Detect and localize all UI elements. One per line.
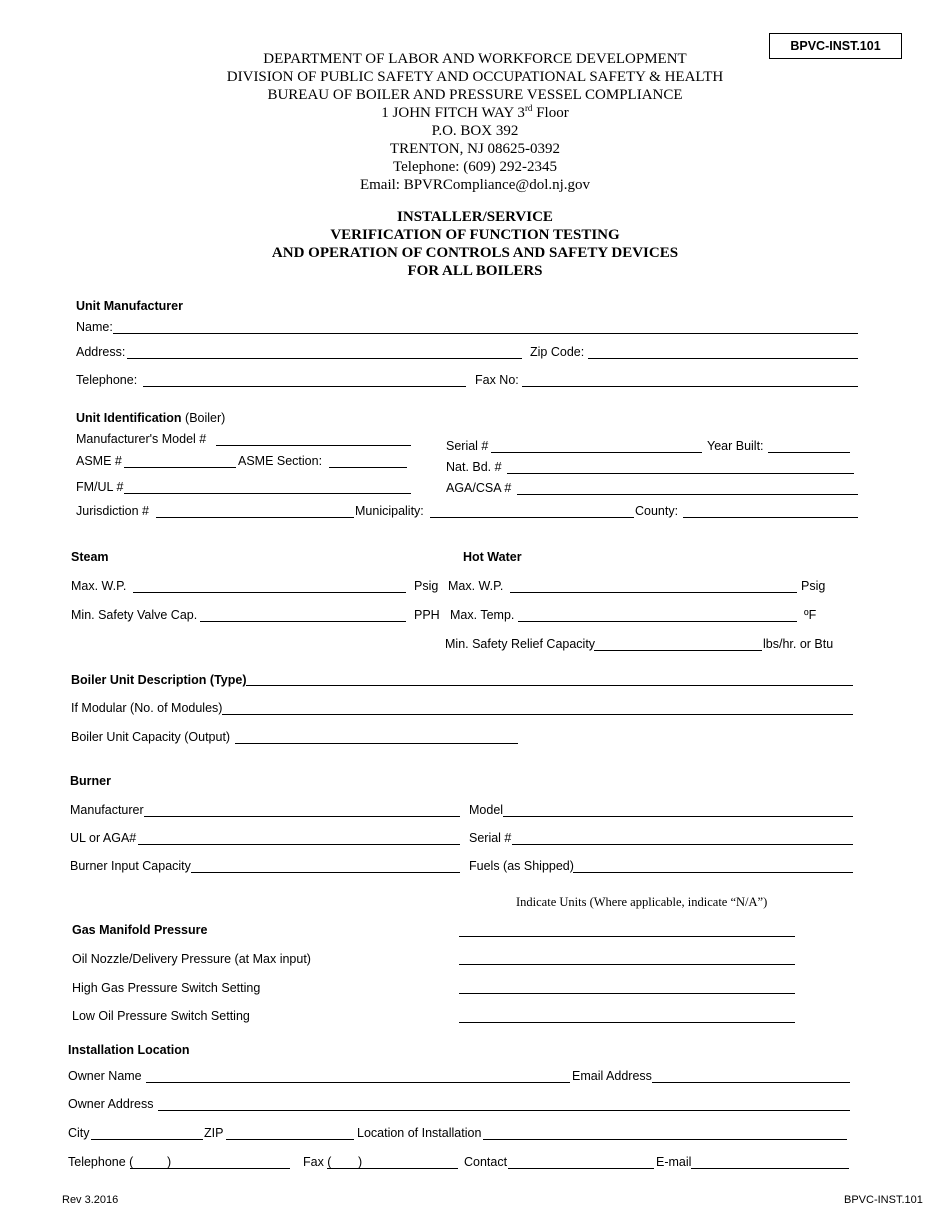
telephone-paren-close: ) (167, 1155, 172, 1169)
min-safety-relief-capacity-unit: lbs/hr. or Btu (763, 637, 834, 651)
min-safety-relief-capacity-label: Min. Safety Relief Capacity (445, 637, 596, 651)
contact-field[interactable] (508, 1168, 654, 1169)
high-gas-pressure-switch-field[interactable] (459, 993, 795, 994)
municipality-field[interactable] (430, 517, 634, 518)
high-gas-pressure-switch-label: High Gas Pressure Switch Setting (72, 981, 261, 995)
min-safety-relief-capacity-field[interactable] (594, 650, 762, 651)
min-safety-valve-cap-label: Min. Safety Valve Cap. (71, 608, 198, 622)
burner-model-field[interactable] (503, 816, 853, 817)
hot-water-heading: Hot Water (463, 550, 522, 564)
fm-ul-label: FM/UL # (76, 480, 124, 494)
location-of-installation-label: Location of Installation (357, 1126, 482, 1140)
owner-name-label: Owner Name (68, 1069, 142, 1083)
boiler-capacity-field[interactable] (235, 743, 518, 744)
unit-manufacturer-heading: Unit Manufacturer (76, 299, 183, 313)
model-number-label: Manufacturer's Model # (76, 432, 207, 446)
header-telephone: Telephone: (609) 292-2345 (393, 159, 557, 175)
zip-label: ZIP (204, 1126, 224, 1140)
city-field[interactable] (91, 1139, 203, 1140)
header-division: DIVISION OF PUBLIC SAFETY AND OCCUPATIONAL SAFETY & HEALTH (226, 69, 724, 85)
location-of-installation-field[interactable] (483, 1139, 847, 1140)
jurisdiction-label: Jurisdiction # (76, 504, 149, 518)
year-built-label: Year Built: (707, 439, 764, 453)
fax-field[interactable] (327, 1168, 458, 1169)
manufacturer-address-label: Address: (76, 345, 126, 359)
county-label: County: (635, 504, 679, 518)
asme-section-label: ASME Section: (238, 454, 323, 468)
burner-ul-aga-field[interactable] (138, 844, 460, 845)
owner-address-field[interactable] (158, 1110, 850, 1111)
aga-csa-label: AGA/CSA # (446, 481, 512, 495)
manufacturer-name-field[interactable] (113, 333, 858, 334)
manufacturer-name-label: Name: (76, 320, 113, 334)
form-title-line3: AND OPERATION OF CONTROLS AND SAFETY DEVICES (271, 245, 679, 261)
manufacturer-telephone-field[interactable] (143, 386, 466, 387)
boiler-capacity-label: Boiler Unit Capacity (Output) (71, 730, 231, 744)
burner-serial-label: Serial # (469, 831, 512, 845)
unit-identification-heading: Unit Identification (Boiler) (76, 411, 226, 425)
indicate-units-note: Indicate Units (Where applicable, indicate “N/A”) (516, 895, 768, 909)
low-oil-pressure-switch-field[interactable] (459, 1022, 795, 1023)
owner-address-label: Owner Address (68, 1097, 154, 1111)
email-label: E-mail (656, 1155, 692, 1169)
manufacturer-zip-field[interactable] (588, 358, 858, 359)
telephone-field[interactable] (130, 1168, 290, 1169)
oil-nozzle-pressure-field[interactable] (459, 964, 795, 965)
hot-water-max-wp-unit: Psig (801, 579, 826, 593)
form-title-line4: FOR ALL BOILERS (407, 263, 543, 279)
manufacturer-address-field[interactable] (127, 358, 522, 359)
owner-email-label: Email Address (572, 1069, 652, 1083)
header-city: TRENTON, NJ 08625-0392 (389, 141, 561, 157)
boiler-unit-description-label: Boiler Unit Description (Type) (71, 673, 247, 687)
hot-water-max-wp-label: Max. W.P. (448, 579, 504, 593)
jurisdiction-field[interactable] (156, 517, 354, 518)
steam-heading: Steam (71, 550, 109, 564)
min-safety-valve-cap-unit: PPH (414, 608, 440, 622)
max-temp-field[interactable] (518, 621, 797, 622)
boiler-unit-description-field[interactable] (246, 685, 853, 686)
steam-max-wp-label: Max. W.P. (71, 579, 127, 593)
burner-input-capacity-label: Burner Input Capacity (70, 859, 191, 873)
contact-label: Contact (464, 1155, 508, 1169)
form-id-box: BPVC-INST.101 (769, 33, 902, 59)
email-field[interactable] (691, 1168, 849, 1169)
county-field[interactable] (683, 517, 858, 518)
form-title-line1: INSTALLER/SERVICE (397, 209, 553, 225)
fuels-shipped-field[interactable] (573, 872, 853, 873)
owner-name-field[interactable] (146, 1082, 570, 1083)
burner-serial-field[interactable] (512, 844, 853, 845)
fax-label: Fax ( (303, 1155, 332, 1169)
installation-location-heading: Installation Location (68, 1043, 190, 1057)
city-label: City (68, 1126, 90, 1140)
steam-max-wp-field[interactable] (133, 592, 406, 593)
low-oil-pressure-switch-label: Low Oil Pressure Switch Setting (72, 1009, 250, 1023)
manufacturer-telephone-label: Telephone: (76, 373, 138, 387)
zip-field[interactable] (226, 1139, 354, 1140)
burner-manufacturer-label: Manufacturer (70, 803, 144, 817)
gas-manifold-pressure-label: Gas Manifold Pressure (72, 923, 208, 937)
modular-count-label: If Modular (No. of Modules) (71, 701, 223, 715)
manufacturer-fax-label: Fax No: (475, 373, 519, 387)
asme-number-label: ASME # (76, 454, 122, 468)
burner-manufacturer-field[interactable] (144, 816, 460, 817)
asme-section-field[interactable] (329, 467, 407, 468)
manufacturer-fax-field[interactable] (522, 386, 858, 387)
burner-ul-aga-label: UL or AGA# (70, 831, 137, 845)
hot-water-max-wp-field[interactable] (510, 592, 797, 593)
aga-csa-field[interactable] (517, 494, 858, 495)
manufacturer-zip-label: Zip Code: (530, 345, 585, 359)
asme-number-field[interactable] (124, 467, 236, 468)
header-department: DEPARTMENT OF LABOR AND WORKFORCE DEVELOPMENT (263, 51, 687, 67)
burner-input-capacity-field[interactable] (191, 872, 460, 873)
revision-label: Rev 3.2016 (62, 1194, 119, 1206)
max-temp-unit: ºF (804, 608, 817, 622)
telephone-label: Telephone ( (68, 1155, 134, 1169)
serial-number-label: Serial # (446, 439, 489, 453)
header-bureau: BUREAU OF BOILER AND PRESSURE VESSEL COMPLIANCE (267, 87, 683, 103)
model-number-field[interactable] (216, 445, 411, 446)
municipality-label: Municipality: (355, 504, 424, 518)
steam-max-wp-unit: Psig (414, 579, 439, 593)
national-board-field[interactable] (507, 473, 854, 474)
fuels-shipped-label: Fuels (as Shipped) (469, 859, 574, 873)
form-title-line2: VERIFICATION OF FUNCTION TESTING (330, 227, 620, 243)
oil-nozzle-pressure-label: Oil Nozzle/Delivery Pressure (at Max input) (72, 952, 311, 966)
gas-manifold-pressure-field[interactable] (459, 936, 795, 937)
header-email: Email: BPVRCompliance@dol.nj.gov (359, 177, 591, 193)
burner-heading: Burner (70, 774, 111, 788)
burner-model-label: Model (469, 803, 504, 817)
max-temp-label: Max. Temp. (450, 608, 515, 622)
fax-paren-close: ) (358, 1155, 363, 1169)
footer-form-id: BPVC-INST.101 (844, 1194, 923, 1206)
header-street-address: 1 JOHN FITCH WAY 3rd Floor (381, 103, 569, 121)
owner-email-field[interactable] (652, 1082, 850, 1083)
fm-ul-field[interactable] (124, 493, 411, 494)
modular-count-field[interactable] (222, 714, 853, 715)
min-safety-valve-cap-field[interactable] (200, 621, 406, 622)
year-built-field[interactable] (768, 452, 850, 453)
serial-number-field[interactable] (491, 452, 702, 453)
national-board-label: Nat. Bd. # (446, 460, 502, 474)
header-po-box: P.O. BOX 392 (431, 123, 519, 139)
